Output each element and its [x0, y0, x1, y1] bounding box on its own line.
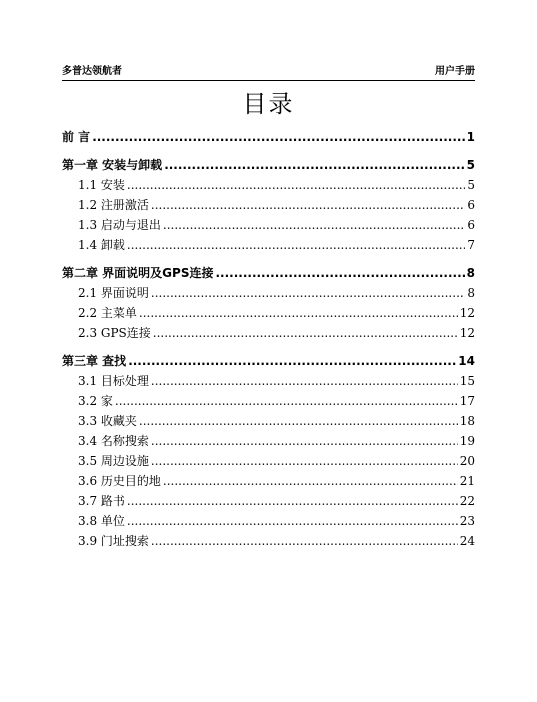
- toc-entry-page-number: 8: [466, 266, 475, 280]
- toc-leader-dots: [127, 514, 458, 528]
- toc-section-entry[interactable]: [62, 512, 475, 532]
- toc-gap: [62, 256, 475, 264]
- toc-entry-page-number: 6: [467, 218, 475, 232]
- toc-leader-dots: [163, 218, 465, 232]
- header-left-text: 多普达领航者: [62, 66, 122, 77]
- toc-section-entry[interactable]: [62, 412, 475, 432]
- toc-entry-page-number: 17: [459, 394, 475, 408]
- toc-entry-label: 3.7 路书: [78, 494, 125, 508]
- toc-leader-dots: [127, 178, 465, 192]
- toc-section-entry[interactable]: [62, 236, 475, 256]
- toc-section-entry[interactable]: [62, 216, 475, 236]
- toc-entry-page-number: 5: [467, 178, 475, 192]
- toc-entry-page-number: 20: [459, 454, 475, 468]
- toc-leader-dots: [151, 198, 465, 212]
- toc-entry-label: 3.5 周边设施: [78, 454, 149, 468]
- toc-leader-dots: [215, 266, 464, 280]
- toc-leader-dots: [128, 354, 456, 368]
- toc-leader-dots: [163, 474, 458, 488]
- toc-entry-page-number: 14: [458, 354, 475, 368]
- toc-section-entry[interactable]: [62, 532, 475, 552]
- toc-chapter-entry[interactable]: [62, 264, 475, 284]
- toc-entry-label: 第二章 界面说明及GPS连接: [62, 266, 214, 280]
- toc-section-entry[interactable]: [62, 392, 475, 412]
- toc-entry-label: 3.1 目标处理: [78, 374, 149, 388]
- toc-leader-dots: [127, 238, 465, 252]
- toc-entry-label: 3.6 历史目的地: [78, 474, 161, 488]
- toc-entry-label: 3.9 门址搜索: [78, 534, 149, 548]
- toc-section-entry[interactable]: [62, 372, 475, 392]
- toc-entry-label: 1.4 卸载: [78, 238, 125, 252]
- toc-entry-page-number: 5: [466, 158, 475, 172]
- toc-chapter-entry[interactable]: [62, 128, 475, 148]
- toc-entry-label: 3.8 单位: [78, 514, 125, 528]
- toc-entry-label: 第一章 安装与卸载: [62, 158, 163, 172]
- toc-section-entry[interactable]: [62, 176, 475, 196]
- toc-entry-page-number: 18: [459, 414, 475, 428]
- toc-entry-page-number: 24: [459, 534, 475, 548]
- toc-entry-label: 3.4 名称搜索: [78, 434, 149, 448]
- toc-gap: [62, 344, 475, 352]
- page-title: 目录: [242, 90, 295, 118]
- toc-entry-page-number: 7: [467, 238, 475, 252]
- toc-entry-page-number: 23: [459, 514, 475, 528]
- toc-chapter-entry[interactable]: [62, 352, 475, 372]
- toc-entry-label: 2.1 界面说明: [78, 286, 149, 300]
- toc-leader-dots: [115, 394, 458, 408]
- toc-entry-label: 2.3 GPS连接: [78, 326, 151, 340]
- toc-entry-page-number: 22: [459, 494, 475, 508]
- toc-entry-label: 2.2 主菜单: [78, 306, 137, 320]
- toc-section-entry[interactable]: [62, 472, 475, 492]
- toc-section-entry[interactable]: [62, 492, 475, 512]
- toc-section-entry[interactable]: [62, 452, 475, 472]
- toc-entry-page-number: 12: [459, 306, 475, 320]
- toc-section-entry[interactable]: [62, 196, 475, 216]
- toc-entry-page-number: 21: [459, 474, 475, 488]
- page-header: [62, 64, 475, 81]
- toc-leader-dots: [164, 158, 464, 172]
- toc-entry-label: 3.2 家: [78, 394, 113, 408]
- toc-entry-page-number: 1: [466, 130, 475, 144]
- toc-entry-page-number: 8: [467, 286, 475, 300]
- toc-entry-page-number: 19: [459, 434, 475, 448]
- toc-leader-dots: [139, 306, 458, 320]
- toc-entry-label: 1.3 启动与退出: [78, 218, 161, 232]
- toc-entry-page-number: 12: [459, 326, 475, 340]
- toc-leader-dots: [127, 494, 458, 508]
- toc-leader-dots: [151, 286, 465, 300]
- toc-section-entry[interactable]: [62, 304, 475, 324]
- toc-leader-dots: [151, 454, 458, 468]
- toc-leader-dots: [151, 374, 458, 388]
- toc-leader-dots: [153, 326, 458, 340]
- toc-gap: [62, 148, 475, 156]
- header-right-text: 用户手册: [435, 66, 475, 77]
- toc-entry-label: 第三章 查找: [62, 354, 127, 368]
- toc-leader-dots: [139, 414, 458, 428]
- toc-chapter-entry[interactable]: [62, 156, 475, 176]
- toc-leader-dots: [151, 534, 458, 548]
- table-of-contents: [62, 128, 475, 552]
- toc-leader-dots: [92, 130, 464, 144]
- toc-section-entry[interactable]: [62, 432, 475, 452]
- toc-entry-label: 前 言: [62, 130, 91, 144]
- toc-entry-page-number: 6: [467, 198, 475, 212]
- toc-entry-label: 1.1 安装: [78, 178, 125, 192]
- toc-section-entry[interactable]: [62, 284, 475, 304]
- toc-section-entry[interactable]: [62, 324, 475, 344]
- toc-entry-label: 1.2 注册激活: [78, 198, 149, 212]
- toc-leader-dots: [151, 434, 458, 448]
- toc-entry-label: 3.3 收藏夹: [78, 414, 137, 428]
- toc-entry-page-number: 15: [459, 374, 475, 388]
